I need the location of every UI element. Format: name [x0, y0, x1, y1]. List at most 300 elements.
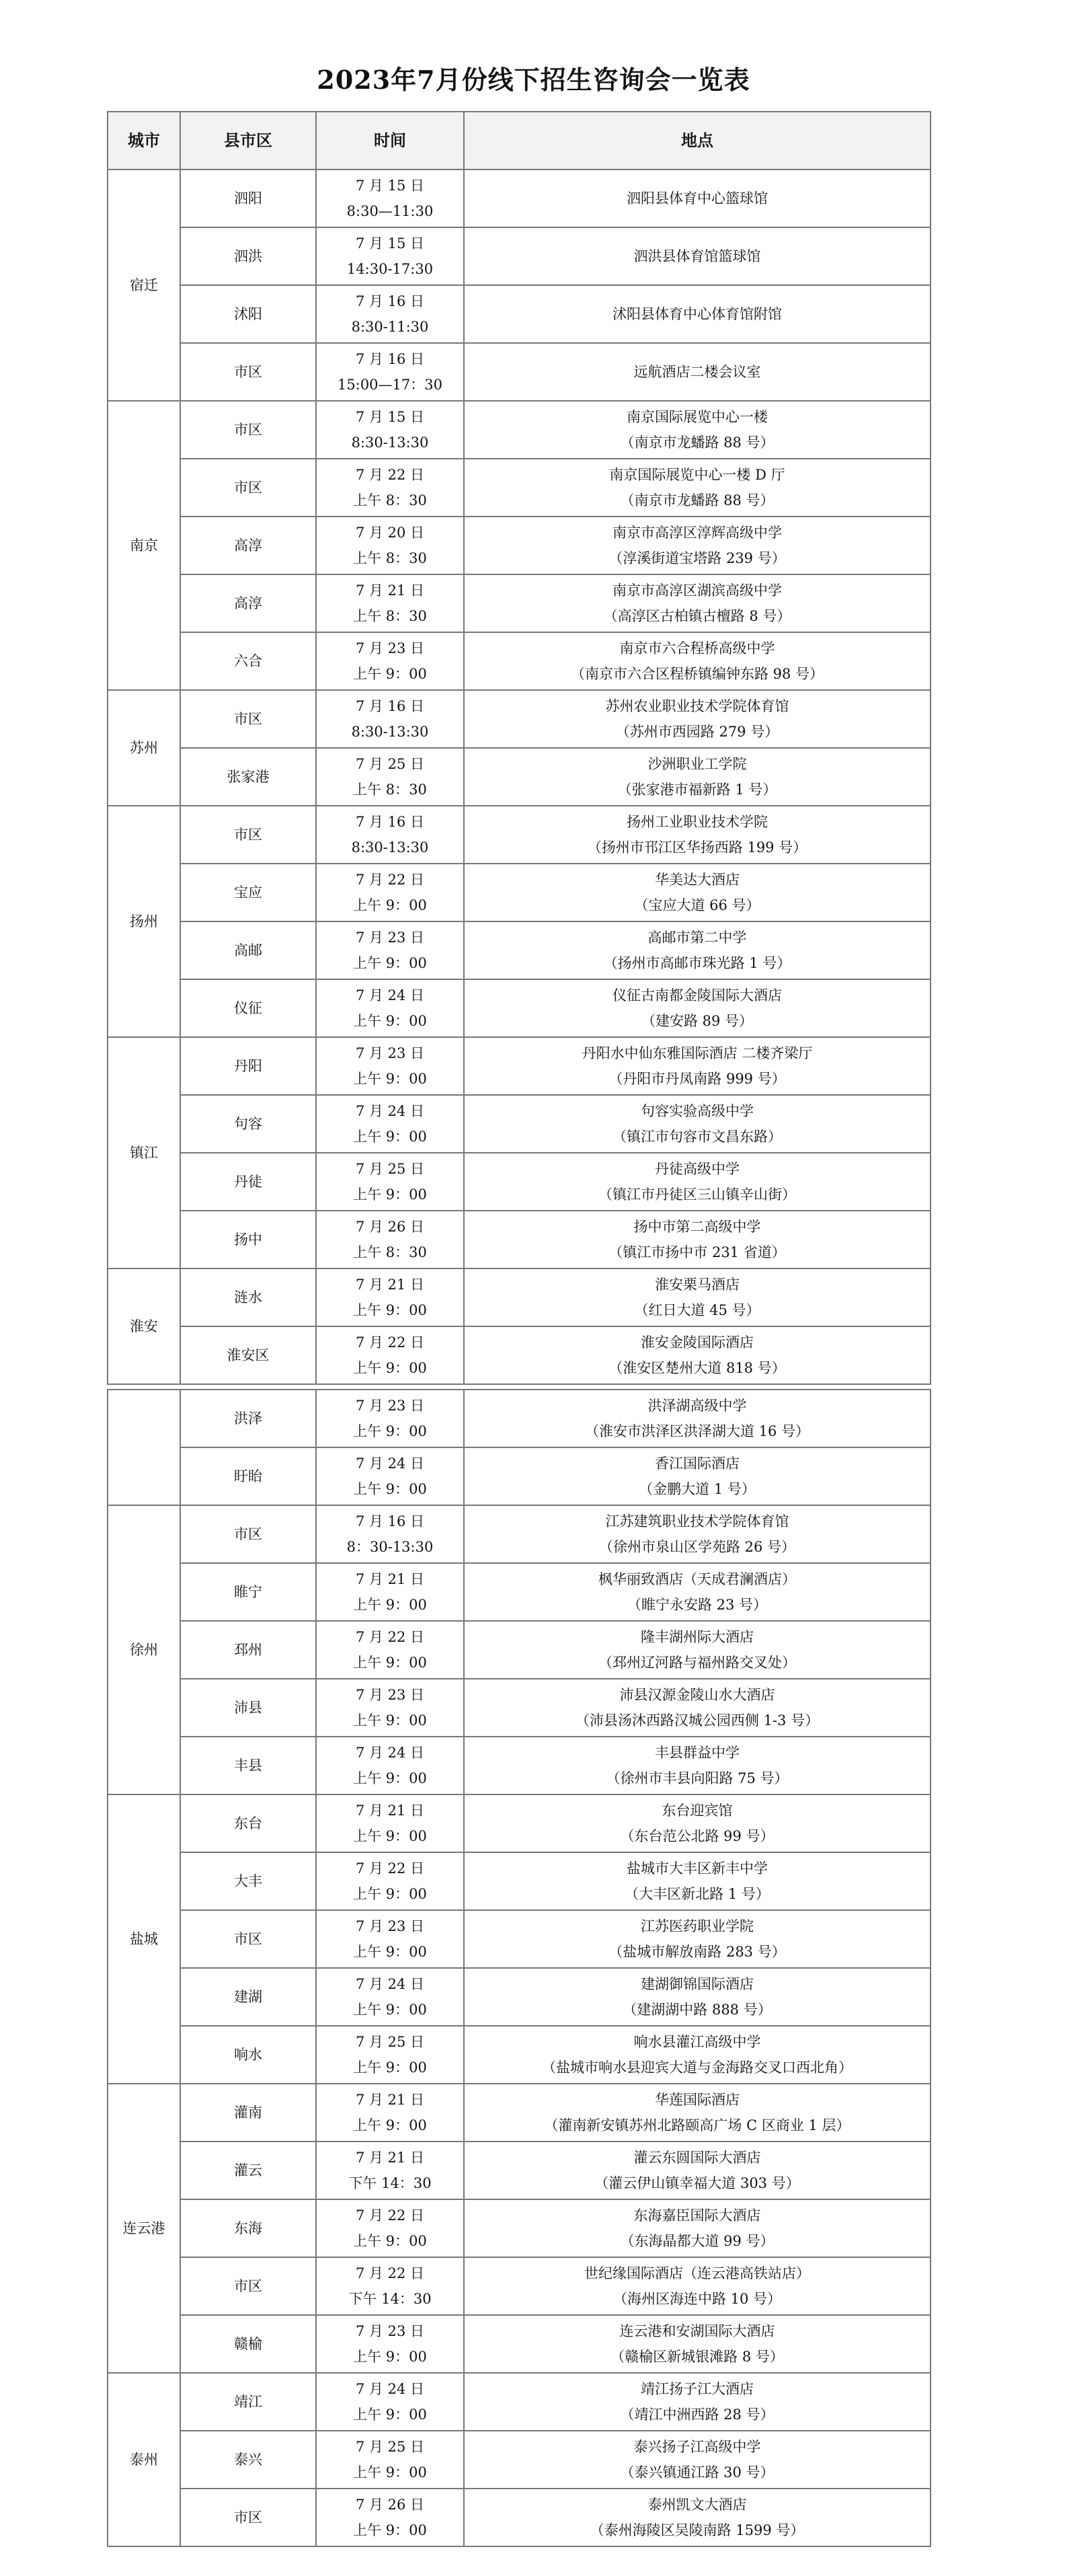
city-cell: 连云港 [108, 2084, 180, 2373]
time-text: 8:30—11:30 [346, 203, 434, 219]
date-text: 7 月 23 日 [355, 640, 425, 656]
place-cell [464, 864, 931, 921]
venue-name: 泰州凯文大酒店 [647, 2497, 747, 2513]
venue-name: 泗阳县体育中心篮球馆 [627, 190, 768, 206]
city-cell [108, 1390, 180, 1505]
venue-address: （淳溪街道宝塔路 239 号） [608, 550, 786, 566]
time-cell [316, 1794, 464, 1852]
venue-address: （张家港市福新路 1 号） [617, 782, 777, 798]
date-text: 7 月 22 日 [355, 2265, 425, 2281]
header-city: 城市 [108, 112, 180, 169]
table-row [108, 459, 931, 517]
place-cell [464, 1268, 931, 1326]
place-cell [464, 921, 931, 979]
venue-address: （灌云伊山镇幸福大道 303 号） [594, 2175, 800, 2191]
time-cell [316, 227, 464, 285]
venue-name: 响水县灌江高级中学 [633, 2034, 761, 2050]
county-cell: 市区 [180, 690, 316, 748]
header-row [108, 112, 931, 169]
venue-name: 枫华丽致酒店（天成君澜酒店） [598, 1571, 796, 1587]
county-cell: 市区 [180, 1505, 316, 1563]
county-cell: 市区 [180, 401, 316, 459]
date-text: 7 月 25 日 [355, 1161, 425, 1177]
time-text: 上午 8：30 [353, 550, 427, 566]
venue-address: （丹阳市丹凤南路 999 号） [608, 1071, 786, 1087]
time-cell [316, 1910, 464, 1968]
city-cell: 镇江 [108, 1037, 180, 1268]
county-cell: 宝应 [180, 864, 316, 921]
time-text: 上午 9：00 [353, 2117, 427, 2133]
venue-address: （海州区海连中路 10 号） [612, 2291, 782, 2307]
date-text: 7 月 16 日 [355, 814, 425, 830]
date-text: 7 月 20 日 [355, 525, 425, 541]
county-cell: 东台 [180, 1794, 316, 1852]
time-cell [316, 1268, 464, 1326]
venue-name: 南京市高淳区湖滨高级中学 [612, 582, 782, 599]
county-cell: 泗洪 [180, 227, 316, 285]
time-text: 上午 8：30 [353, 492, 427, 508]
venue-address: （靖江中洲西路 28 号） [620, 2407, 775, 2423]
county-cell: 灌云 [180, 2142, 316, 2199]
table-row [108, 517, 931, 574]
time-cell [316, 1852, 464, 1910]
place-cell [464, 1910, 931, 1968]
place-cell [464, 979, 931, 1037]
time-text: 8：30-13:30 [346, 1539, 434, 1555]
table-row [108, 1153, 931, 1211]
venue-address: （大丰区新北路 1 号） [625, 1886, 770, 1902]
time-cell [316, 2257, 464, 2315]
date-text: 7 月 22 日 [355, 467, 425, 483]
time-text: 上午 9：00 [353, 1655, 427, 1671]
time-cell [316, 1737, 464, 1794]
time-cell [316, 632, 464, 690]
venue-address: （高淳区古柏镇古檀路 8 号） [603, 608, 791, 624]
date-text: 7 月 22 日 [355, 1860, 425, 1877]
place-cell [464, 748, 931, 806]
county-cell: 高淳 [180, 574, 316, 632]
county-cell: 东海 [180, 2199, 316, 2257]
date-text: 7 月 24 日 [355, 1745, 425, 1761]
place-cell [464, 2026, 931, 2084]
date-text: 7 月 25 日 [355, 756, 425, 772]
time-text: 上午 9：00 [353, 1886, 427, 1902]
time-cell [316, 343, 464, 401]
county-cell: 靖江 [180, 2373, 316, 2431]
date-text: 7 月 23 日 [355, 1045, 425, 1061]
place-cell [464, 1852, 931, 1910]
time-text: 上午 9：00 [353, 1129, 427, 1145]
venue-name: 丹徒高级中学 [655, 1161, 740, 1177]
table-row [108, 1326, 931, 1384]
county-cell: 淮安区 [180, 1326, 316, 1384]
date-text: 7 月 21 日 [355, 1571, 425, 1587]
venue-address: （南京市龙蟠路 88 号） [620, 434, 775, 451]
venue-name: 隆丰湖州际大酒店 [641, 1629, 754, 1645]
county-cell: 张家港 [180, 748, 316, 806]
place-cell [464, 1563, 931, 1621]
venue-name: 洪泽湖高级中学 [647, 1398, 747, 1414]
venue-name: 南京市高淳区淳辉高级中学 [612, 525, 782, 541]
schedule-body [108, 169, 931, 2546]
table-row [108, 1910, 931, 1968]
time-text: 上午 9：00 [353, 1712, 427, 1729]
header-time: 时间 [316, 112, 464, 169]
date-text: 7 月 24 日 [355, 1103, 425, 1119]
table-row [108, 1095, 931, 1153]
time-cell [316, 2431, 464, 2489]
county-cell: 高邮 [180, 921, 316, 979]
city-cell: 宿迁 [108, 169, 180, 401]
venue-name: 丰县群益中学 [655, 1745, 740, 1761]
venue-name: 扬中市第二高级中学 [633, 1219, 761, 1235]
county-cell: 邳州 [180, 1621, 316, 1679]
venue-address: （泰州海陵区吴陵南路 1599 号） [590, 2522, 805, 2538]
venue-name: 连云港和安湖国际大酒店 [619, 2323, 775, 2339]
time-text: 15:00—17：30 [338, 377, 442, 393]
time-text: 8:30-13:30 [351, 724, 429, 740]
time-text: 上午 9：00 [353, 1423, 427, 1439]
time-text: 上午 9：00 [353, 1481, 427, 1497]
time-text: 上午 9：00 [353, 2059, 427, 2076]
time-cell [316, 574, 464, 632]
time-text: 上午 9：00 [353, 2464, 427, 2480]
date-text: 7 月 21 日 [355, 2150, 425, 2166]
table-row [108, 285, 931, 343]
venue-name: 世纪缘国际酒店（连云港高铁站店） [584, 2265, 810, 2281]
date-text: 7 月 16 日 [355, 698, 425, 714]
county-cell: 泰兴 [180, 2431, 316, 2489]
place-cell [464, 2431, 931, 2489]
table-row [108, 2026, 931, 2084]
table-row [108, 1447, 931, 1505]
venue-name: 华美达大酒店 [655, 872, 740, 888]
time-cell [316, 2026, 464, 2084]
county-cell: 市区 [180, 806, 316, 864]
county-cell: 扬中 [180, 1211, 316, 1268]
county-cell: 沛县 [180, 1679, 316, 1737]
date-text: 7 月 21 日 [355, 1803, 425, 1819]
schedule-table-wrapper [107, 111, 930, 2547]
place-cell [464, 2489, 931, 2546]
place-cell [464, 1794, 931, 1852]
venue-address: （南京市龙蟠路 88 号） [620, 492, 775, 508]
city-cell: 徐州 [108, 1505, 180, 1794]
venue-name: 华莲国际酒店 [655, 2092, 740, 2108]
date-text: 7 月 16 日 [355, 293, 425, 309]
place-cell [464, 1095, 931, 1153]
place-cell [464, 632, 931, 690]
table-row [108, 401, 931, 459]
time-text: 上午 9：00 [353, 1597, 427, 1613]
venue-address: （苏州市西园路 279 号） [615, 724, 779, 740]
date-text: 7 月 21 日 [355, 2092, 425, 2108]
date-text: 7 月 24 日 [355, 987, 425, 1003]
time-cell [316, 169, 464, 227]
time-cell [316, 2489, 464, 2546]
table-divider-cell [108, 1384, 931, 1390]
venue-address: （金鹏大道 1 号） [639, 1481, 756, 1497]
time-text: 14:30-17:30 [346, 261, 434, 277]
county-cell: 涟水 [180, 1268, 316, 1326]
place-cell [464, 1621, 931, 1679]
place-cell [464, 343, 931, 401]
time-cell [316, 1037, 464, 1095]
place-cell [464, 169, 931, 227]
county-cell: 句容 [180, 1095, 316, 1153]
header-county: 县市区 [180, 112, 316, 169]
venue-name: 泗洪县体育馆篮球馆 [633, 248, 761, 264]
date-text: 7 月 25 日 [355, 2034, 425, 2050]
venue-name: 高邮市第二中学 [647, 930, 747, 946]
time-cell [316, 1968, 464, 2026]
city-cell: 苏州 [108, 690, 180, 806]
table-row [108, 1621, 931, 1679]
time-cell [316, 401, 464, 459]
date-text: 7 月 23 日 [355, 1398, 425, 1414]
county-cell: 大丰 [180, 1852, 316, 1910]
place-cell [464, 1153, 931, 1211]
place-cell [464, 1390, 931, 1447]
date-text: 7 月 23 日 [355, 1687, 425, 1703]
date-text: 7 月 22 日 [355, 1629, 425, 1645]
table-row [108, 1037, 931, 1095]
time-cell [316, 806, 464, 864]
date-text: 7 月 24 日 [355, 1455, 425, 1472]
place-cell [464, 1447, 931, 1505]
venue-address: （镇江市丹徒区三山镇辛山街） [598, 1186, 796, 1203]
venue-name: 江苏医药职业学院 [641, 1918, 754, 1934]
venue-name: 南京国际展览中心一楼 D 厅 [609, 467, 785, 483]
time-text: 下午 14：30 [348, 2175, 432, 2191]
venue-address: （盐城市响水县迎宾大道与金海路交叉口西北角） [542, 2059, 853, 2076]
time-text: 上午 8：30 [353, 782, 427, 798]
venue-name: 淮安金陵国际酒店 [641, 1334, 754, 1351]
place-cell [464, 1679, 931, 1737]
table-row [108, 864, 931, 921]
time-text: 上午 9：00 [353, 1186, 427, 1203]
time-text: 上午 9：00 [353, 2002, 427, 2018]
venue-address: （南京市六合区程桥镇编钟东路 98 号） [570, 666, 824, 682]
place-cell [464, 285, 931, 343]
date-text: 7 月 21 日 [355, 1277, 425, 1293]
venue-address: （淮安区楚州大道 818 号） [608, 1360, 786, 1376]
county-cell: 盱眙 [180, 1447, 316, 1505]
place-cell [464, 2142, 931, 2199]
table-row [108, 2489, 931, 2546]
place-cell [464, 1737, 931, 1794]
county-cell: 洪泽 [180, 1390, 316, 1447]
place-cell [464, 806, 931, 864]
place-cell [464, 690, 931, 748]
date-text: 7 月 22 日 [355, 872, 425, 888]
time-text: 上午 9：00 [353, 1071, 427, 1087]
venue-name: 泰兴扬子江高级中学 [633, 2439, 761, 2455]
date-text: 7 月 26 日 [355, 1219, 425, 1235]
date-text: 7 月 23 日 [355, 1918, 425, 1934]
time-cell [316, 1621, 464, 1679]
time-cell [316, 1505, 464, 1563]
time-text: 上午 9：00 [353, 2407, 427, 2423]
venue-name: 盐城市大丰区新丰中学 [627, 1860, 768, 1877]
place-cell [464, 1505, 931, 1563]
county-cell: 睢宁 [180, 1563, 316, 1621]
time-text: 上午 9：00 [353, 2233, 427, 2249]
date-text: 7 月 16 日 [355, 1513, 425, 1529]
date-text: 7 月 21 日 [355, 582, 425, 599]
venue-name: 沛县汉源金陵山水大酒店 [619, 1687, 775, 1703]
time-cell [316, 517, 464, 574]
city-cell: 淮安 [108, 1268, 180, 1384]
time-cell [316, 1095, 464, 1153]
table-row [108, 2257, 931, 2315]
venue-name: 丹阳水中仙东雅国际酒店 二楼齐梁厅 [582, 1045, 813, 1061]
time-text: 上午 9：00 [353, 1828, 427, 1844]
table-row [108, 343, 931, 401]
place-cell [464, 2373, 931, 2431]
venue-address: （淮安市洪泽区洪泽湖大道 16 号） [584, 1423, 810, 1439]
place-cell [464, 2315, 931, 2373]
table-row [108, 921, 931, 979]
venue-address: （泰兴镇通江路 30 号） [620, 2464, 775, 2480]
time-text: 上午 9：00 [353, 897, 427, 913]
venue-name: 苏州农业职业技术学院体育馆 [605, 698, 789, 714]
time-cell [316, 921, 464, 979]
venue-name: 东台迎宾馆 [662, 1803, 733, 1819]
table-row [108, 2199, 931, 2257]
venue-name: 南京市六合程桥高级中学 [619, 640, 775, 656]
venue-name: 东海嘉臣国际大酒店 [633, 2207, 761, 2224]
county-cell: 市区 [180, 2489, 316, 2546]
schedule-table [107, 111, 931, 2547]
date-text: 7 月 24 日 [355, 2381, 425, 2397]
place-cell [464, 227, 931, 285]
time-cell [316, 2142, 464, 2199]
table-row [108, 979, 931, 1037]
table-row [108, 1563, 931, 1621]
time-cell [316, 979, 464, 1037]
time-text: 上午 9：00 [353, 1770, 427, 1786]
county-cell: 丹徒 [180, 1153, 316, 1211]
table-row [108, 632, 931, 690]
county-cell: 市区 [180, 343, 316, 401]
county-cell: 丰县 [180, 1737, 316, 1794]
table-row [108, 1505, 931, 1563]
date-text: 7 月 15 日 [355, 235, 425, 252]
date-text: 7 月 22 日 [355, 2207, 425, 2224]
table-row [108, 2315, 931, 2373]
city-cell: 盐城 [108, 1794, 180, 2084]
venue-address: （赣榆区新城银滩路 8 号） [610, 2349, 784, 2365]
place-cell [464, 517, 931, 574]
time-cell [316, 2084, 464, 2142]
venue-name: 远航酒店二楼会议室 [633, 364, 761, 380]
time-cell [316, 1153, 464, 1211]
table-row [108, 690, 931, 748]
place-cell [464, 1326, 931, 1384]
time-cell [316, 1447, 464, 1505]
date-text: 7 月 16 日 [355, 351, 425, 367]
time-cell [316, 1563, 464, 1621]
venue-name: 建湖御锦国际酒店 [641, 1976, 754, 1992]
date-text: 7 月 22 日 [355, 1334, 425, 1351]
city-cell: 泰州 [108, 2373, 180, 2546]
venue-name: 句容实验高级中学 [641, 1103, 754, 1119]
venue-address: （徐州市泉山区学苑路 26 号） [598, 1539, 796, 1555]
time-text: 8:30-13:30 [351, 434, 429, 451]
time-cell [316, 2199, 464, 2257]
table-divider [108, 1384, 931, 1390]
place-cell [464, 1037, 931, 1095]
venue-name: 仪征古南都金陵国际大酒店 [612, 987, 782, 1003]
date-text: 7 月 23 日 [355, 930, 425, 946]
table-row [108, 2084, 931, 2142]
time-text: 上午 9：00 [353, 1013, 427, 1029]
county-cell: 仪征 [180, 979, 316, 1037]
time-cell [316, 1390, 464, 1447]
county-cell: 沭阳 [180, 285, 316, 343]
venue-address: （东海晶都大道 99 号） [620, 2233, 775, 2249]
time-text: 上午 9：00 [353, 2522, 427, 2538]
table-row [108, 227, 931, 285]
place-cell [464, 2257, 931, 2315]
county-cell: 六合 [180, 632, 316, 690]
time-text: 上午 8：30 [353, 608, 427, 624]
time-text: 下午 14：30 [348, 2291, 432, 2307]
date-text: 7 月 26 日 [355, 2497, 425, 2513]
time-text: 上午 9：00 [353, 666, 427, 682]
venue-address: （东台范公北路 99 号） [620, 1828, 775, 1844]
county-cell: 泗阳 [180, 169, 316, 227]
time-cell [316, 1326, 464, 1384]
venue-name: 淮安栗马酒店 [655, 1277, 740, 1293]
venue-address: （灌南新安镇苏州北路颐高广场 C 区商业 1 层） [544, 2117, 851, 2133]
venue-address: （睢宁永安路 23 号） [627, 1597, 768, 1613]
time-text: 上午 9：00 [353, 1360, 427, 1376]
county-cell: 高淳 [180, 517, 316, 574]
header-place: 地点 [464, 112, 931, 169]
time-cell [316, 1211, 464, 1268]
table-row [108, 2373, 931, 2431]
table-row [108, 748, 931, 806]
venue-address: （红日大道 45 号） [634, 1302, 760, 1318]
time-cell [316, 1679, 464, 1737]
time-cell [316, 864, 464, 921]
venue-name: 江苏建筑职业技术学院体育馆 [605, 1513, 789, 1529]
place-cell [464, 1211, 931, 1268]
venue-name: 扬州工业职业技术学院 [627, 814, 768, 830]
time-text: 上午 9：00 [353, 2349, 427, 2365]
table-row [108, 1852, 931, 1910]
county-cell: 响水 [180, 2026, 316, 2084]
time-cell [316, 285, 464, 343]
place-cell [464, 2199, 931, 2257]
date-text: 7 月 15 日 [355, 178, 425, 194]
time-cell [316, 748, 464, 806]
date-text: 7 月 25 日 [355, 2439, 425, 2455]
venue-name: 沭阳县体育中心体育馆附馆 [612, 306, 782, 322]
table-row [108, 806, 931, 864]
venue-name: 沙洲职业工学院 [647, 756, 747, 772]
table-row [108, 1794, 931, 1852]
time-cell [316, 690, 464, 748]
page-title: 2023年7月份线下招生咨询会一览表 [317, 65, 750, 95]
time-cell [316, 2315, 464, 2373]
venue-address: （扬州市邗江区华扬西路 199 号） [587, 839, 807, 856]
table-row [108, 1679, 931, 1737]
table-row [108, 574, 931, 632]
time-text: 上午 9：00 [353, 955, 427, 971]
